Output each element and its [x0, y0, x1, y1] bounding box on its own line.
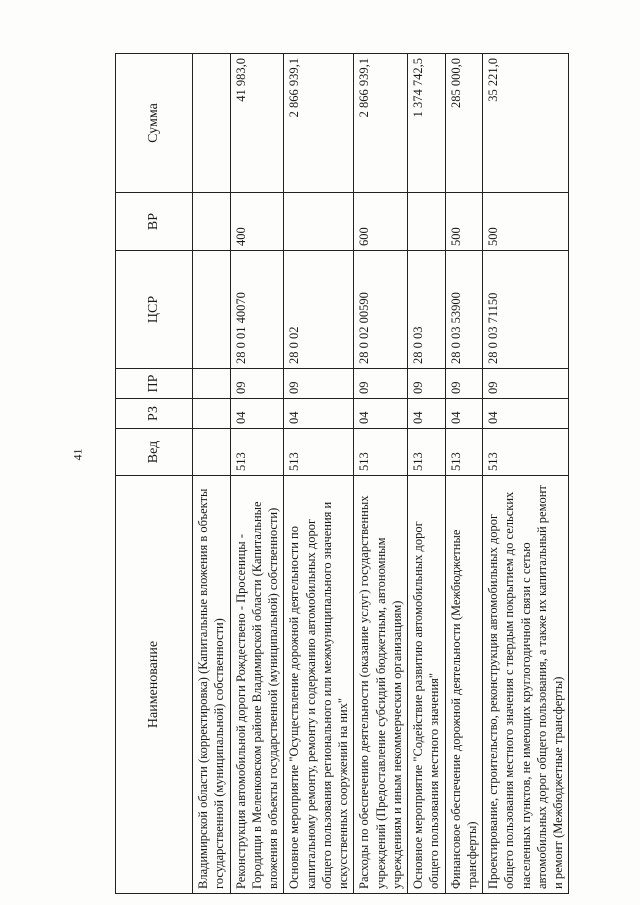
table-row — [193, 54, 231, 894]
table-row — [354, 54, 408, 894]
header-ved: Вед — [116, 429, 193, 476]
header-name: Наименование — [116, 476, 193, 894]
cell-ved: 513 — [284, 429, 354, 476]
cell-vr: 500 — [483, 193, 569, 251]
cell-pr: 09 — [408, 369, 446, 399]
cell-rz: 04 — [445, 399, 483, 429]
cell-sum: 41 983,0 — [230, 54, 284, 193]
cell-pr — [193, 369, 231, 399]
cell-pr: 09 — [284, 369, 354, 399]
header-vr: ВР — [116, 193, 193, 251]
cell-rz: 04 — [408, 399, 446, 429]
cell-csr: 28 0 01 40070 — [230, 251, 284, 369]
cell-rz: 04 — [284, 399, 354, 429]
table-row — [408, 54, 446, 894]
cell-ved: 513 — [354, 429, 408, 476]
cell-ved: 513 — [230, 429, 284, 476]
cell-name: Проектирование, строительство, реконструкция автомобильных дорог общего пользования местного значения с твердым покрытием до сельских населенных пунктов, не имеющих круглогодичной связи с сетью автомобильных дорог общего пользования, а также их капитальный ремонт и ремонт (Межбюджетные трансферты) — [483, 476, 569, 894]
cell-pr: 09 — [445, 369, 483, 399]
cell-pr: 09 — [483, 369, 569, 399]
cell-name: Основное мероприятие "Содействие развитию автомобильных дорог общего пользования местного значения" — [408, 476, 446, 894]
cell-sum: 35 221,0 — [483, 54, 569, 193]
cell-name: Владимирской области (корректировка) (Капитальные вложения в объекты государственной (муниципальной) собственности) — [193, 476, 231, 894]
table-row — [230, 54, 284, 894]
table-row — [284, 54, 354, 894]
cell-vr: 400 — [230, 193, 284, 251]
cell-sum: 1 374 742,5 — [408, 54, 446, 193]
header-rz: РЗ — [116, 399, 193, 429]
header-csr: ЦСР — [116, 251, 193, 369]
cell-rz: 04 — [483, 399, 569, 429]
table-row — [483, 54, 569, 894]
cell-csr: 28 0 03 — [408, 251, 446, 369]
cell-vr — [408, 193, 446, 251]
header-pr: ПР — [116, 369, 193, 399]
cell-sum: 2 866 939,1 — [354, 54, 408, 193]
cell-rz: 04 — [230, 399, 284, 429]
cell-vr — [284, 193, 354, 251]
cell-name: Финансовое обеспечение дорожной деятельности (Межбюджетные трансферты) — [445, 476, 483, 894]
cell-name: Расходы по обеспечению деятельности (оказание услуг) государственных учреждений (Предоставление субсидий бюджетным, автономным учреждениям и иным некоммерческим организациям) — [354, 476, 408, 894]
cell-rz: 04 — [354, 399, 408, 429]
cell-csr: 28 0 03 53900 — [445, 251, 483, 369]
cell-sum: 285 000,0 — [445, 54, 483, 193]
rotated-table-content — [115, 54, 565, 894]
cell-sum: 2 866 939,1 — [284, 54, 354, 193]
cell-vr: 500 — [445, 193, 483, 251]
cell-csr — [193, 251, 231, 369]
cell-pr: 09 — [230, 369, 284, 399]
cell-ved — [193, 429, 231, 476]
budget-table — [115, 53, 569, 894]
table-row — [445, 54, 483, 894]
cell-name: Реконструкция автомобильной дороги Рождествено - Просеницы - Городищи в Меленковском районе Владимирской области (Капитальные вложения в объекты государственной (муниципальной) собственности) — [230, 476, 284, 894]
cell-ved: 513 — [445, 429, 483, 476]
cell-csr: 28 0 02 — [284, 251, 354, 369]
cell-pr: 09 — [354, 369, 408, 399]
cell-ved: 513 — [483, 429, 569, 476]
table-header-row — [116, 54, 193, 894]
cell-name: Основное мероприятие "Осуществление дорожной деятельности по капитальному ремонту, ремонту и содержанию автомобильных дорог общего пользования регионального или межмуниципального значения и искусственных сооружений на них" — [284, 476, 354, 894]
cell-vr: 600 — [354, 193, 408, 251]
cell-rz — [193, 399, 231, 429]
cell-csr: 28 0 02 00590 — [354, 251, 408, 369]
page-number: 41 — [70, 448, 85, 461]
cell-vr — [193, 193, 231, 251]
cell-csr: 28 0 03 71150 — [483, 251, 569, 369]
cell-sum — [193, 54, 231, 193]
cell-ved: 513 — [408, 429, 446, 476]
table-body — [193, 54, 569, 894]
rotated-table-frame — [115, 54, 565, 894]
header-sum: Сумма — [116, 54, 193, 193]
